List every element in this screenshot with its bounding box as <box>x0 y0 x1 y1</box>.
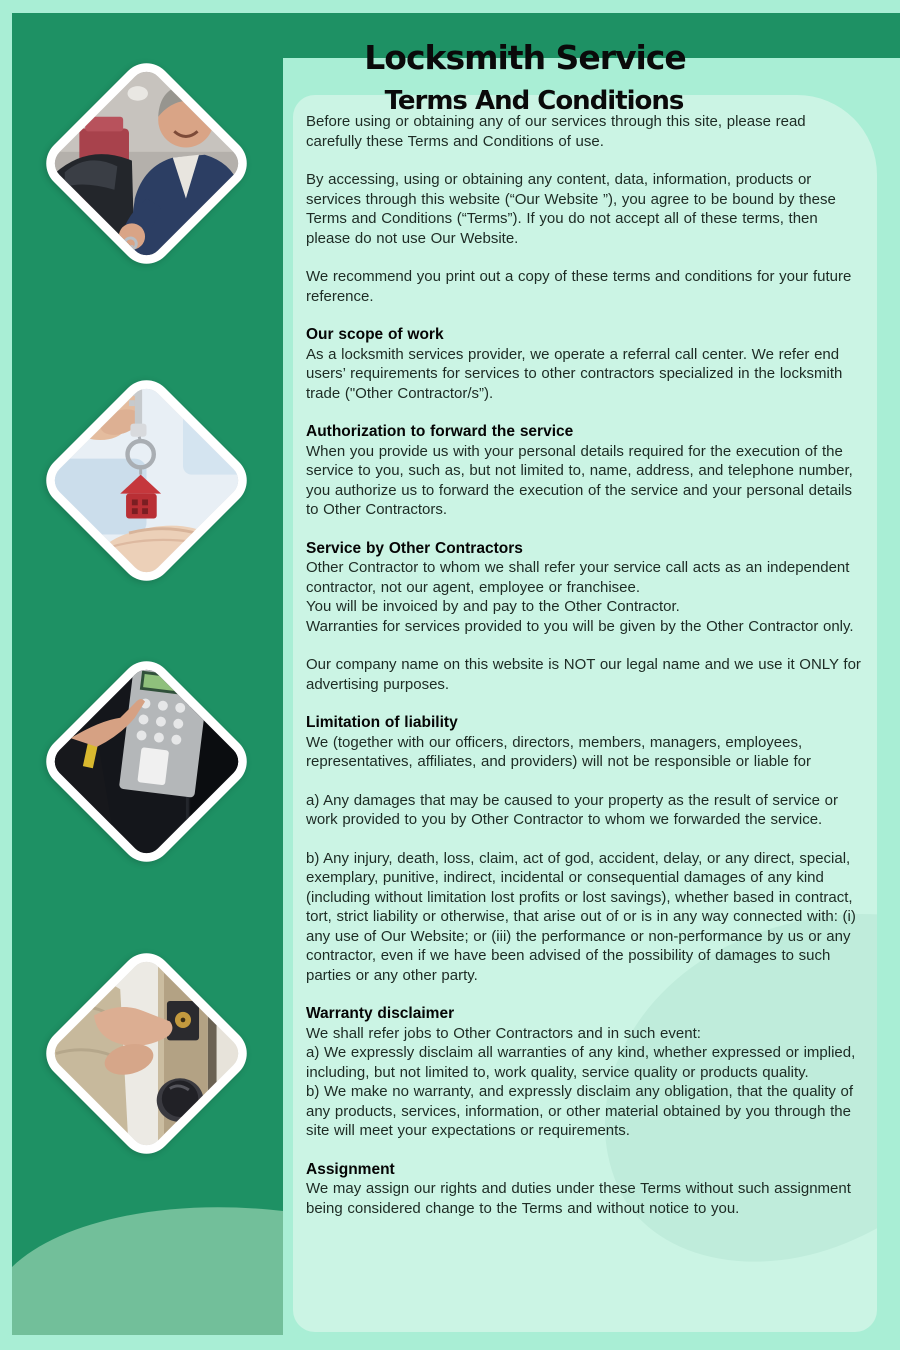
terms-line: By accessing, using or obtaining any content, data, information, products or services through this website (“Our Website ”), you agree to be bound by these Terms and Conditions (“Terms”). If you do not accept all of these terms, then please do not use Our Website. <box>306 171 836 247</box>
terms-paragraph <box>306 655 865 694</box>
hand-giving-house-key-illustration <box>48 382 245 579</box>
section-heading: Limitation of liability <box>306 714 458 731</box>
terms-paragraph <box>306 345 865 404</box>
terms-paragraph <box>306 442 865 520</box>
terms-line: Other Contractor to whom we shall refer your service call acts as an independent contractor, not our agent, employee or franchisee. <box>306 559 850 596</box>
terms-line: b) Any injury, death, loss, claim, act of god, accident, delay, or any direct, special, exemplary, punitive, indirect, incidental or consequential damages of any kind (including without limitation lost profits or lost savings), whether based in contract, tort, strict liability or otherwise, that arise out of or is in any way connected with: (i) any use of Our Website; or (iii) the performance or non-performance by us or any contractor, even if we have been advised of the possibility of damages to such parties or any other party. <box>306 849 856 984</box>
terms-subtitle: Terms And Conditions <box>384 85 684 116</box>
finger-pressing-door-keypad-illustration <box>48 663 245 860</box>
locksmith-picking-door-lock-illustration <box>48 955 245 1152</box>
terms-paragraph <box>306 1024 865 1141</box>
locksmith-picking-door-lock-photo <box>48 955 245 1152</box>
terms-line: Before using or obtaining any of our services through this site, please read carefully these Terms and Conditions of use. <box>306 113 806 150</box>
terms-line: As a locksmith services provider, we operate a referral call center. We refer end users’ requirements for services to other contractors specialized in the locksmith trade ("Other Contractor/s”). <box>306 345 843 402</box>
terms-line: You will be invoiced by and pay to the Other Contractor. <box>306 598 680 615</box>
terms-paragraph <box>306 791 865 830</box>
locksmith-with-car-key-illustration <box>48 65 245 262</box>
terms-card <box>293 95 877 1332</box>
page-title: Locksmith Service <box>364 38 686 78</box>
hand-giving-house-key-photo <box>48 382 245 579</box>
terms-line: We recommend you print out a copy of these terms and conditions for your future reference. <box>306 268 852 305</box>
section-heading: Assignment <box>306 1160 395 1178</box>
diamond-photo-frame-1 <box>35 52 257 274</box>
section-heading: Warranty disclaimer <box>306 1005 455 1022</box>
finger-pressing-door-keypad-photo <box>48 663 245 860</box>
terms-content <box>293 95 877 1218</box>
terms-line: Our company name on this website is NOT our legal name and we use it ONLY for advertising purposes. <box>306 656 861 693</box>
section-heading: Our scope of work <box>306 326 444 343</box>
terms-paragraph <box>306 733 865 772</box>
locksmith-with-car-key-photo <box>48 65 245 262</box>
terms-paragraph <box>306 1179 865 1218</box>
terms-paragraph <box>306 170 865 248</box>
terms-line: When you provide us with your personal details required for the execution of the service to you, such as, but not limited to, name, address, and telephone number, you authorize us to forward the execution of the service and your personal details to Other Contractors. <box>306 442 853 518</box>
diamond-photo-frame-3 <box>35 650 257 872</box>
terms-line: We (together with our officers, directors, members, managers, employees, representatives, affiliates, and providers) will not be responsible or liable for <box>306 733 811 770</box>
diamond-photo-frame-4 <box>35 942 257 1164</box>
decorative-blob-bottom-left <box>12 1205 283 1335</box>
terms-line: We may assign our rights and duties under these Terms without such assignment being considered change to the Terms and without notice to you. <box>306 1180 851 1217</box>
terms-line: b) We make no warranty, and expressly disclaim any obligation, that the quality of any products, services, information, or other material obtained by you through the site will meet your expectations or requirements. <box>306 1083 854 1139</box>
terms-paragraph <box>306 849 865 986</box>
terms-line: Warranties for services provided to you will be given by the Other Contractor only. <box>306 617 854 635</box>
left-photo-panel <box>12 13 283 1335</box>
terms-paragraph <box>306 558 865 636</box>
terms-paragraph <box>306 267 865 306</box>
diamond-photo-frame-2 <box>35 369 257 591</box>
terms-line: a) We expressly disclaim all warranties of any kind, whether expressed or implied, including, but not limited to, work quality, service quality or products quality. <box>306 1044 856 1081</box>
section-heading: Service by Other Contractors <box>306 539 523 557</box>
terms-line: We shall refer jobs to Other Contractors and in such event: <box>306 1024 701 1042</box>
section-heading: Authorization to forward the service <box>306 423 574 440</box>
terms-line: a) Any damages that may be caused to your property as the result of service or work provided to you by Other Contractor to whom we forwarded the service. <box>306 791 838 828</box>
terms-paragraph <box>306 112 865 151</box>
